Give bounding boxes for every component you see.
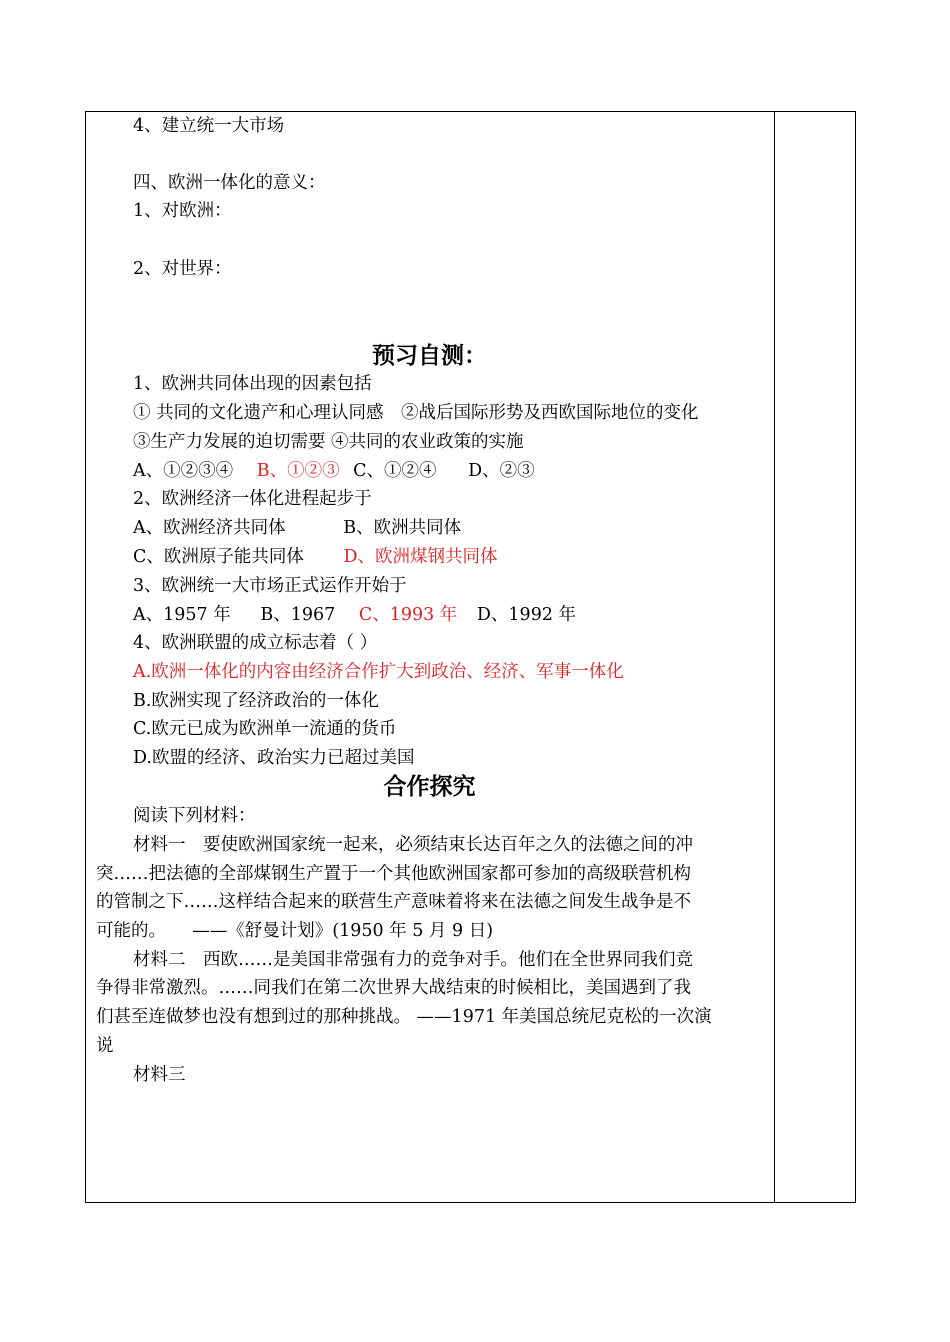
material-1-line-4: 可能的。 ——《舒曼计划》(1950 年 5 月 9 日) (96, 921, 494, 941)
q2-option-d-answer: D、欧洲煤钢共同体 (343, 547, 498, 567)
q1-factors-line1: ① 共同的文化遗产和心理认同感 ②战后国际形势及西欧国际地位的变化 (133, 403, 699, 423)
q3-option-d: D、1992 年 (476, 605, 577, 625)
q1-option-b-answer: B、①②③ (256, 461, 340, 481)
q1-option-a: A、①②③④ (133, 461, 234, 481)
q1-option-c: C、①②④ (353, 461, 437, 481)
material-3-label: 材料三 (133, 1065, 186, 1085)
q3-option-a: A、1957 年 (133, 605, 231, 625)
material-2-line-4: 说 (96, 1036, 114, 1056)
table-column-divider (774, 111, 775, 1203)
q2-options-row1 (133, 517, 461, 539)
material-1-line-2: 突……把法德的全部煤钢生产置于一个其他欧洲国家都可参加的高级联营机构 (96, 864, 691, 884)
q1-options (133, 460, 535, 482)
outline-item-4: 4、建立统一大市场 (133, 116, 285, 136)
q4-option-d: D.欧盟的经济、政治实力已超过美国 (133, 748, 415, 768)
q2-option-b: B、欧洲共同体 (343, 518, 462, 538)
preview-test-heading: 预习自测： (372, 343, 487, 369)
q4-option-b: B.欧洲实现了经济政治的一体化 (133, 691, 379, 711)
material-2-line-3: 们甚至连做梦也没有想到过的那种挑战。 ——1971 年美国总统尼克松的一次演 (96, 1007, 712, 1027)
significance-europe: 1、对欧洲： (133, 201, 232, 221)
q3-options (133, 604, 576, 626)
q3-option-c-answer: C、1993 年 (358, 605, 458, 625)
q4-option-a-answer: A.欧洲一体化的内容由经济合作扩大到政治、经济、军事一体化 (133, 662, 624, 682)
material-2-line-1: 材料二 西欧……是美国非常强有力的竞争对手。他们在全世界同我们竞 (133, 950, 693, 970)
section-4-title: 四、欧洲一体化的意义： (133, 173, 326, 193)
q2-option-c: C、欧洲原子能共同体 (133, 547, 304, 567)
material-2-line-2: 争得非常激烈。……同我们在第二次世界大战结束的时候相比，美国遇到了我 (96, 978, 691, 998)
cooperative-heading: 合作探究 (383, 774, 476, 800)
q1-option-d: D、②③ (468, 461, 535, 481)
q3-option-b: B、1967 (260, 605, 336, 625)
q2-option-a: A、欧洲经济共同体 (133, 518, 286, 538)
q1-factors-line2: ③生产力发展的迫切需要 ④共同的农业政策的实施 (133, 432, 524, 452)
material-1-line-1: 材料一 要使欧洲国家统一起来，必须结束长达百年之久的法德之间的冲 (133, 835, 693, 855)
q2-stem: 2、欧洲经济一体化进程起步于 (133, 489, 372, 509)
q1-stem: 1、欧洲共同体出现的因素包括 (133, 374, 372, 394)
q3-stem: 3、欧洲统一大市场正式运作开始于 (133, 576, 407, 596)
q4-stem: 4、欧洲联盟的成立标志着（ ） (133, 633, 378, 653)
q4-option-c: C.欧元已成为欧洲单一流通的货币 (133, 719, 397, 739)
material-1-line-3: 的管制之下……这样结合起来的联营生产意味着将来在法德之间发生战争是不 (96, 892, 691, 912)
reading-intro: 阅读下列材料： (133, 806, 256, 826)
q2-options-row2 (133, 546, 498, 568)
significance-world: 2、对世界： (133, 259, 232, 279)
